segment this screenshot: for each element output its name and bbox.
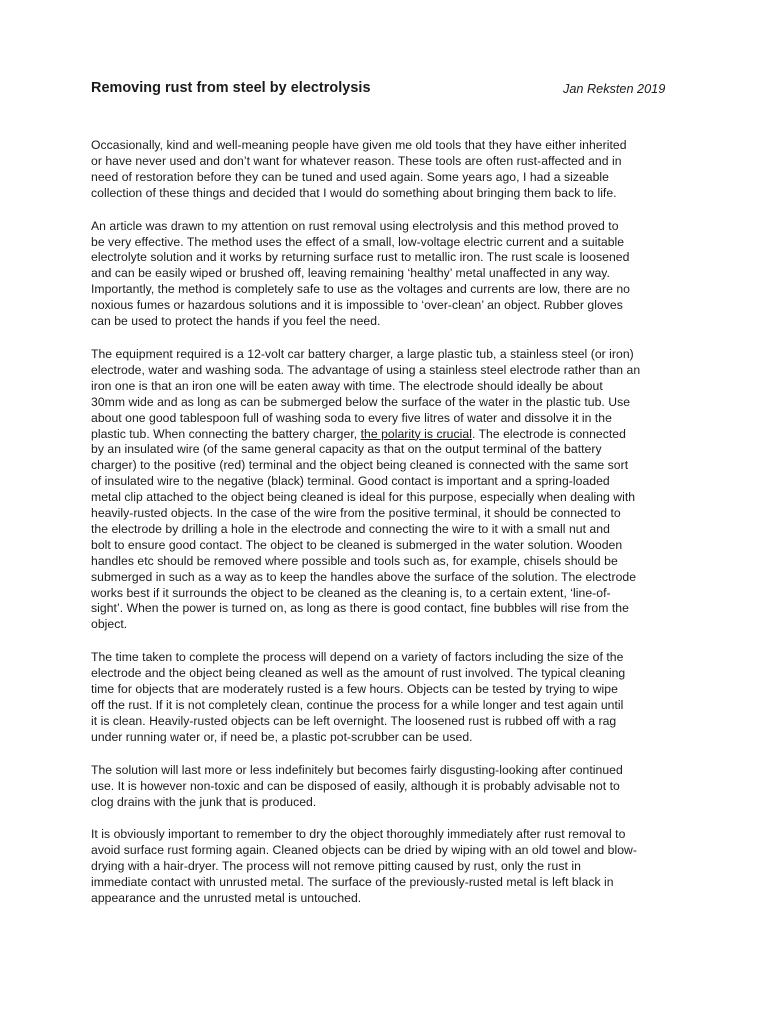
paragraph-3 bbox=[91, 347, 677, 633]
paragraph-2: An article was drawn to my attention on rust removal using electrolysis and this method proved to be very effective. The method uses the effect of a small, low-voltage electric current and a suitable electrolyte solution and it works by returning surface rust to metallic iron. The rust scale is loosened and can be easily wiped or brushed off, leaving remaining ‘healthy’ metal unaffected in any way. Importantly, the method is completely safe to use as the voltages and currents are low, there are no noxious fumes or hazardous solutions and it is impossible to ‘over-clean’ an object. Rubber gloves can be used to protect the hands if you feel the need. bbox=[91, 218, 630, 329]
document-page bbox=[91, 78, 677, 906]
polarity-warning-underlined: the polarity is crucial bbox=[360, 426, 472, 441]
document-body bbox=[91, 138, 677, 924]
document-author: Jan Reksten 2019 bbox=[563, 82, 666, 96]
document-header bbox=[91, 78, 677, 102]
paragraph-3-text-after: . The electrode is connected by an insulated wire (of the same general capacity as that on the output terminal of the battery charger) to the positive (red) terminal and the object being cleaned is connected with the same sort of insulated wire to the negative (black) terminal. Good contact is important and a spring-loaded metal clip attached to the object being cleaned is ideal for this purpose, especially when dealing with heavily-rusted objects. In the case of the wire from the positive terminal, it should be connected to the electrode by drilling a hole in the electrode and connecting the wire to it with a small nut and bolt to ensure good contact. The object to be cleaned is submerged in the water solution. Wooden handles etc should be removed where possible and tools such as, for example, chisels should be submerged in such as a way as to keep the handles above the surface of the solution. The electrode works best if it surrounds the object to be cleaned as the cleaning is, to a certain extent, ‘line-of- sight’. When the power is turned on, as long as there is good contact, fine bubbles will rise from the object. bbox=[91, 426, 637, 632]
document-title: Removing rust from steel by electrolysis bbox=[91, 80, 371, 96]
paragraph-6: It is obviously important to remember to dry the object thoroughly immediately after rust removal to avoid surface rust forming again. Cleaned objects can be dried by wiping with an old towel and blow- drying with a hair-dryer. The process will not remove pitting caused by rust, only the rust in immediate contact with unrusted metal. The surface of the previously-rusted metal is left black in appearance and the unrusted metal is untouched. bbox=[91, 827, 637, 906]
paragraph-1: Occasionally, kind and well-meaning people have given me old tools that they have either inherited or have never used and don’t want for whatever reason. These tools are often rust-affected and in need of restoration before they can be tuned and used again. Some years ago, I had a sizeable collection of these things and decided that I would do something about bringing them back to life. bbox=[91, 138, 627, 200]
paragraph-5: The solution will last more or less indefinitely but becomes fairly disgusting-looking after continued use. It is however non-toxic and can be disposed of easily, although it is probably advisable not to clog drains with the junk that is produced. bbox=[91, 762, 623, 809]
paragraph-3-text-before: The equipment required is a 12-volt car battery charger, a large plastic tub, a stainless steel (or iron) electrode, water and washing soda. The advantage of using a stainless steel electrode rather than an iron one is that an iron one will be eaten away with time. The electrode should ideally be about 30mm wide and as long as can be submerged below the surface of the water in the plastic tub. Use about one good tablespoon full of washing soda to every five litres of water and dissolve it in the plastic tub. When connecting the battery charger, bbox=[91, 346, 641, 441]
paragraph-4: The time taken to complete the process will depend on a variety of factors including the size of the electrode and the object being cleaned as well as the amount of rust involved. The typical cleaning time for objects that are moderately rusted is a few hours. Objects can be tested by trying to wipe off the rust. If it is not completely clean, continue the process for a while longer and test again until it is clean. Heavily-rusted objects can be left overnight. The loosened rust is rubbed off with a rag under running water or, if need be, a plastic pot-scrubber can be used. bbox=[91, 650, 626, 744]
